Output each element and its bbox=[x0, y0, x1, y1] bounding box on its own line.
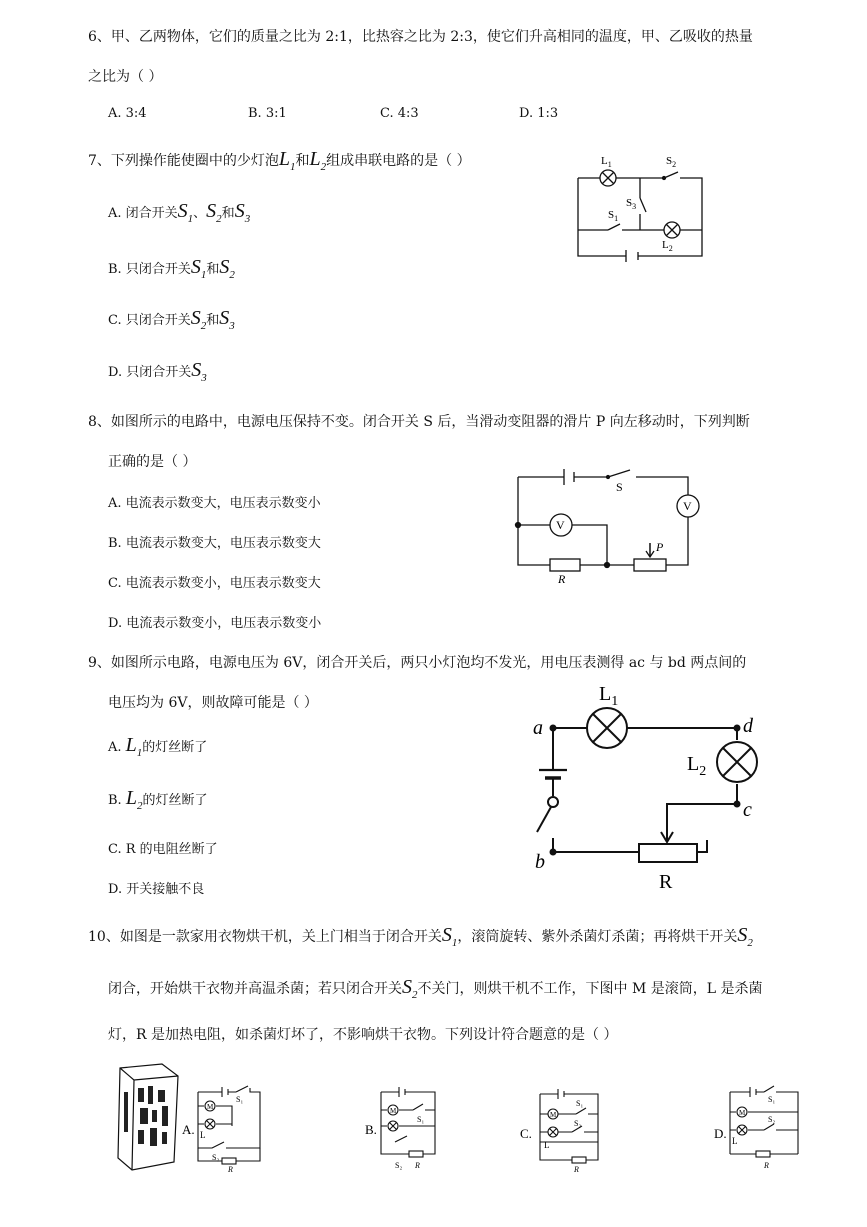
q10-a-m: M bbox=[207, 1103, 214, 1111]
q10-b-s1: S₁ bbox=[417, 1115, 425, 1124]
q9-circuit-diagram bbox=[525, 680, 765, 895]
q10-option-b-circuit bbox=[365, 1082, 450, 1172]
q8-fig-label-v1: V bbox=[683, 499, 692, 513]
q9-option-b: B. $L_2$的灯丝断了 bbox=[108, 787, 208, 812]
q10-d-l: L bbox=[732, 1136, 738, 1146]
q10-d-m: M bbox=[739, 1109, 746, 1117]
q10-c-m: M bbox=[550, 1111, 557, 1119]
q10-label-a: A. bbox=[182, 1122, 195, 1137]
q9-option-c: C. R 的电阻丝断了 bbox=[108, 842, 218, 857]
q10-option-d-circuit bbox=[714, 1082, 809, 1172]
q9-fig-label-d: d bbox=[743, 715, 753, 737]
q7-option-c: C. 只闭合开关$S_2$和$S_3$ bbox=[108, 307, 235, 332]
q8-option-c: C. 电流表示数变小，电压表示数变大 bbox=[108, 576, 321, 591]
q9-fig-label-c: c bbox=[743, 799, 752, 821]
q6-option-a: A. 3:4 bbox=[108, 106, 147, 121]
q9-option-d: D. 开关接触不良 bbox=[108, 882, 205, 897]
q7-option-d: D. 只闭合开关$S_3$ bbox=[108, 359, 207, 384]
q7-option-b: B. 只闭合开关$S_1$和$S_2$ bbox=[108, 256, 235, 281]
q7-fig-label-l2: $L_2$ bbox=[662, 239, 673, 253]
q10-a-s2: S₂ bbox=[212, 1153, 220, 1162]
q10-b-m: M bbox=[390, 1107, 397, 1115]
q10-stem-line1: 10、如图是一款家用衣物烘干机，关上门相当于闭合开关$S_1$，滚筒旋转、紫外杀菌灯杀菌；再将烘干开关$S_2$ bbox=[88, 924, 753, 949]
q9-option-a: A. $L_1$的灯丝断了 bbox=[108, 734, 208, 759]
q10-a-l: L bbox=[200, 1130, 206, 1140]
q9-fig-label-r: R bbox=[659, 871, 673, 893]
q10-a-s1: S₁ bbox=[236, 1095, 244, 1104]
q7-fig-label-s3: $S_3$ bbox=[626, 197, 637, 211]
q7-fig-label-l1: $L_1$ bbox=[601, 155, 612, 169]
q8-fig-label-s: S bbox=[616, 480, 623, 494]
q10-c-s1: S₁ bbox=[576, 1099, 584, 1108]
q8-circuit-diagram bbox=[510, 465, 710, 585]
q9-fig-label-a: a bbox=[533, 717, 543, 739]
dryer-illustration bbox=[112, 1062, 184, 1172]
q10-d-s1: S₁ bbox=[768, 1095, 776, 1104]
q7-circuit-diagram bbox=[570, 150, 710, 265]
q7-stem-text-b: 和 bbox=[295, 153, 310, 169]
q8-fig-label-r: R bbox=[558, 572, 566, 586]
q8-option-d: D. 电流表示数变小，电压表示数变小 bbox=[108, 616, 322, 631]
q10-b-s2: S₂ bbox=[395, 1161, 403, 1170]
q10-label-c: C. bbox=[520, 1126, 532, 1141]
q10-a-r: R bbox=[228, 1165, 233, 1174]
q8-stem-line2: 正确的是（ ） bbox=[108, 454, 197, 470]
q8-option-a: A. 电流表示数变大，电压表示数变小 bbox=[108, 496, 321, 511]
q7-fig-label-s1: $S_1$ bbox=[608, 209, 619, 223]
q9-fig-label-l1: $L_1$ bbox=[599, 683, 619, 709]
q8-option-b: B. 电流表示数变大，电压表示数变大 bbox=[108, 536, 321, 551]
q7-stem bbox=[88, 148, 471, 173]
q9-stem-line1: 9、如图所示电路，电源电压为 6V，闭合开关后，两只小灯泡均不发光，用电压表测得 ac 与 bd 两点间的 bbox=[88, 655, 747, 671]
q10-label-d: D. bbox=[714, 1126, 727, 1141]
q10-stem-line2: 闭合，开始烘干衣物并高温杀菌；若只闭合开关$S_2$不关门，则烘干机不工作，下图中 M 是滚筒，L 是杀菌 bbox=[108, 976, 763, 1001]
q6-stem-line1: 6、甲、乙两物体，它们的质量之比为 2:1，比热容之比为 2:3，使它们升高相同的温度，甲、乙吸收的热量 bbox=[88, 29, 753, 45]
q10-stem-line3: 灯，R 是加热电阻，如杀菌灯坏了，不影响烘干衣物。下列设计符合题意的是（ ） bbox=[108, 1027, 618, 1043]
q10-label-b: B. bbox=[365, 1122, 377, 1137]
q6-option-b: B. 3:1 bbox=[248, 106, 287, 121]
q6-stem-line2: 之比为（ ） bbox=[88, 69, 163, 85]
q7-stem-text-c: 组成串联电路的是（ ） bbox=[326, 153, 471, 169]
q8-fig-label-p: P bbox=[656, 540, 664, 554]
q10-c-r: R bbox=[574, 1165, 579, 1174]
q10-option-a-circuit bbox=[182, 1082, 267, 1172]
q7-var-l1: $L_1$ bbox=[278, 148, 296, 173]
q7-option-a: A. 闭合开关$S_1$、$S_2$和$S_3$ bbox=[108, 200, 251, 225]
q10-c-l: L bbox=[544, 1140, 550, 1150]
q9-stem-line2: 电压均为 6V，则故障可能是（ ） bbox=[108, 695, 318, 711]
q7-stem-text-a: 7、下列操作能使圈中的少灯泡 bbox=[88, 153, 279, 169]
q7-fig-label-s2: $S_2$ bbox=[666, 155, 677, 169]
q10-option-c-circuit bbox=[520, 1082, 610, 1172]
q10-d-r: R bbox=[764, 1161, 769, 1170]
q6-option-d: D. 1:3 bbox=[519, 106, 559, 121]
q10-b-r: R bbox=[415, 1161, 420, 1170]
q8-fig-label-v2: V bbox=[556, 518, 565, 532]
q9-fig-label-b: b bbox=[535, 851, 545, 873]
q8-stem-line1: 8、如图所示的电路中，电源电压保持不变。闭合开关 S 后，当滑动变阻器的滑片 P 向左移动时，下列判断 bbox=[88, 414, 750, 430]
q10-c-s2: S₂ bbox=[574, 1119, 582, 1128]
q7-var-l2: $L_2$ bbox=[309, 148, 327, 173]
q6-option-c: C. 4:3 bbox=[380, 106, 419, 121]
q10-d-s2: S₂ bbox=[768, 1115, 776, 1124]
q9-fig-label-l2: $L_2$ bbox=[687, 753, 707, 779]
